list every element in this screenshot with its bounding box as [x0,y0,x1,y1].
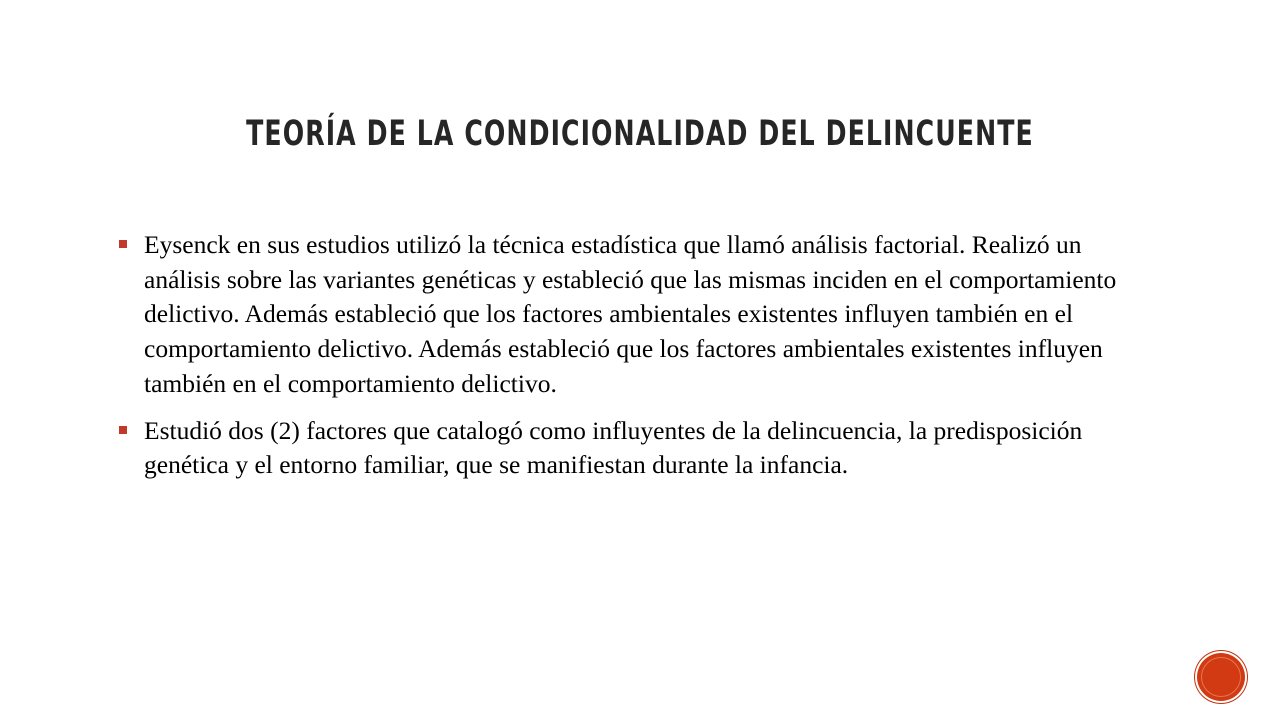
bullet-list [118,228,1148,495]
bullet-item [118,228,1148,402]
slide-title [0,112,1280,156]
slide-title-text: TEORÍA DE LA CONDICIONALIDAD DEL DELINCUENTE [246,114,1034,154]
square-bullet-icon [119,426,127,434]
bullet-text: Eysenck en sus estudios utilizó la técnica estadística que llamó análisis factorial. Realizó un análisis sobre las variantes genéticas y estableció que las mismas inciden en el comportamiento delictivo. Además estableció que los factores ambientales existentes influyen también en el comportamiento delictivo. Además estableció que los factores ambientales existentes influyen también en el comportamiento delictivo. [144,230,1117,398]
circle-nav-icon[interactable] [1197,653,1245,701]
bullet-text: Estudió dos (2) factores que catalogó como influyentes de la delincuencia, la predisposición genética y el entorno familiar, que se manifiestan durante la infancia. [144,415,1083,480]
square-bullet-icon [119,240,127,248]
circle-nav-ring [1201,657,1241,697]
bullet-item [118,414,1148,483]
